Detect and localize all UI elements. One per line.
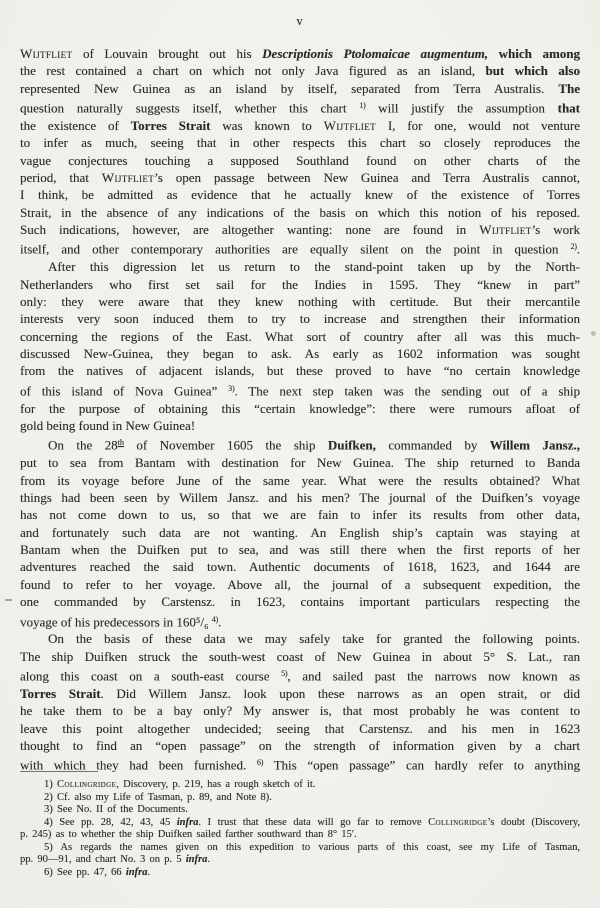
text-segment: Torres Strait [130, 117, 211, 133]
body-text [20, 45, 580, 774]
text-segment: Torres Strait [20, 685, 101, 701]
body-line: discussed New-Guinea, they began to ask. As early as 1602 information was sought [20, 346, 580, 362]
body-line: of this island of Nova Guinea” $^{3)}$. The next step taken was the sending out of a ship [20, 383, 581, 399]
body-line: Netherlanders who first set sail for the Indies in 1595. They “knew in part” [20, 276, 580, 292]
footnote-marker: 4) [211, 614, 219, 624]
footnote-marker: th [117, 438, 124, 448]
body-line: has not come down to us, so that we are fain to infer its results from other data, [20, 507, 580, 523]
body-line: gold being found in New Guinea! [20, 418, 196, 434]
body-line: from its voyage before June of the same year. What were the results obtained? What [20, 472, 580, 488]
text-segment: Collingridge [56, 779, 117, 790]
text-segment: Duifken, [327, 437, 376, 453]
body-line: he take them to be a bay only? My answer is, that most probably he was content to [20, 703, 580, 719]
text-segment: infra [185, 854, 208, 866]
body-line: I think, be admitted as evidence that he actually knew of the existence of Torres [20, 187, 580, 203]
text-segment: Wijtfliet [479, 222, 532, 238]
footnotes [20, 779, 580, 879]
body-line: Wijtfliet of Louvain brought out his Descriptionis Ptolomaicae augmentum, which among [20, 46, 580, 61]
body-line: voyage of his predecessors in 160⁵/₆ $^{4)}$. [20, 614, 222, 629]
body-line: put to sea from Bantam with destination for New Guinea. The ship returned to Banda [20, 455, 580, 471]
scan-artifact-speck [591, 331, 596, 336]
text-segment: Willem Jansz., [489, 437, 580, 453]
body-line: represented New Guinea as an island by itself, separated from Terra Australis. The [20, 80, 580, 96]
body-line: the existence of Torres Strait was known to Wijtfliet I, for one, would not venture [20, 117, 580, 133]
body-line: thought to find an “open passage” on the strength of information given by a chart [20, 738, 580, 754]
body-line: concerning the regions of the East. What sort of country after all was this much- [20, 328, 580, 344]
footnote-marker: 6) [256, 758, 264, 768]
footnote-line: 5) As regards the names given on this expedition to various parts of this coast, see my Life of Tasman, [44, 841, 580, 853]
body-line: On the 28th of November 1605 the ship Duifken, commanded by Willem Jansz., [48, 437, 580, 453]
body-line: interests very soon induced them to try to increase and strengthen their information [20, 311, 580, 327]
footnote-line: 2) Cf. also my Life of Tasman, p. 89, and Note 8). [44, 791, 272, 803]
body-line: After this digression let us return to the stand-point taken up by the North- [48, 259, 580, 275]
body-line: with which they had been furnished. $^{6)}$ This “open passage” can hardly refer to anything [20, 757, 580, 773]
footnote-marker: 2) [570, 242, 577, 252]
footnote-marker: 1) [359, 101, 366, 111]
text-segment: Wijtfliet [101, 170, 155, 186]
footnote-line: p. 245) as to whether the ship Duifken sailed farther southward than 8° 15′. [20, 829, 357, 841]
body-line: period, that Wijtfliet’s open passage between New Guinea and Terra Australis cannot, [20, 170, 580, 186]
body-line: the rest contained a chart on which not only Java figured as an island, but which also [20, 63, 580, 79]
body-line: for the purpose of obtaining this “certain knowledge”: there were rumours afloat of [20, 400, 580, 416]
text-segment: Descriptionis Ptolomaicae augmentum, [262, 46, 489, 61]
body-line: On the basis of these data we may safely take for granted the following points. [48, 631, 580, 647]
body-line: Torres Strait. Did Willem Jansz. look upon these narrows as an open strait, or did [20, 685, 580, 701]
body-line: found to refer to her voyage. Above all, the journal of a subsequent expedition, the [20, 576, 580, 592]
text-segment: Wijtfliet [323, 117, 376, 133]
text-segment: The [558, 80, 580, 96]
body-line: along this coast on a south-east course $^{5)}$, and sailed past the narrows now known as [20, 668, 580, 684]
body-line: one commanded by Carstensz. in 1623, contains important particulars respecting the [20, 594, 580, 610]
body-line: leave this point altogether undecided; seeing that Carstensz. and his men in 1623 [20, 720, 580, 736]
text-segment: infra [176, 816, 199, 828]
body-line: Bantam when the Duifken put to sea, and was still there when the first reports of her [20, 542, 580, 558]
body-line: things had been seen by Willem Jansz. and his men? The journal of the Duifken’s voyage [20, 489, 580, 505]
body-line: from the natives of adjacent islands, but these proved to have “no certain knowledge [20, 363, 580, 379]
footnote-line: 1) Collingridge, Discovery, p. 219, has a rough sketch of it. [44, 779, 316, 790]
text-segment: infra [125, 866, 148, 878]
body-line: to infer as much, seeing that in other respects this chart so closely reproduces the [20, 135, 580, 151]
footnote-line: 3) See No. II of the Documents. [44, 804, 188, 816]
body-line: only: they were aware that they knew nothing with certitude. But their mercantile [20, 294, 580, 310]
body-line: vague conjectures touching a supposed Southland found on other charts of the [20, 152, 580, 168]
footnote-line: 6) See pp. 47, 66 infra. [44, 866, 151, 878]
body-line: Such indications, however, are altogether wanting: none are found in Wijtfliet’s work [20, 222, 580, 238]
text-segment: Collingridge [428, 816, 488, 828]
footnote-line: 4) See pp. 28, 42, 43, 45 infra. I trust that these data will go far to remove Collingridge’s doubt (Discovery, [44, 816, 581, 828]
footnote-marker: 5) [281, 669, 288, 679]
text-segment: but which also [485, 63, 580, 79]
body-line: adventures reached the said town. Authentic documents of 1618, 1623, and 1644 are [20, 559, 580, 575]
page-number: v [296, 14, 304, 28]
footnote-line: pp. 90—91, and chart No. 3 on p. 5 infra. [20, 854, 210, 866]
footnote-marker: 3) [228, 383, 235, 393]
text-segment: that [557, 100, 580, 116]
body-line: question naturally suggests itself, whether this chart $^{1)}$ will justify the assumption that [20, 100, 580, 116]
body-line: The ship Duifken struck the south-west coast of New Guinea in about 5° S. Lat., ran [20, 648, 580, 664]
footnote-separator-rule [20, 771, 98, 772]
body-line: itself, and other contemporary authorities are equally silent on the point in question $^{2)}$. [20, 241, 580, 257]
body-line: and fortunately such data are not wanting. An English ship’s captain was staying at [20, 524, 580, 540]
text-segment: which among [498, 46, 580, 61]
text-segment: Wijtfliet [20, 46, 73, 61]
body-line: Strait, in the absence of any indications of the basis on which this notion of his reposed. [20, 204, 580, 220]
scan-artifact-speck [5, 599, 12, 601]
